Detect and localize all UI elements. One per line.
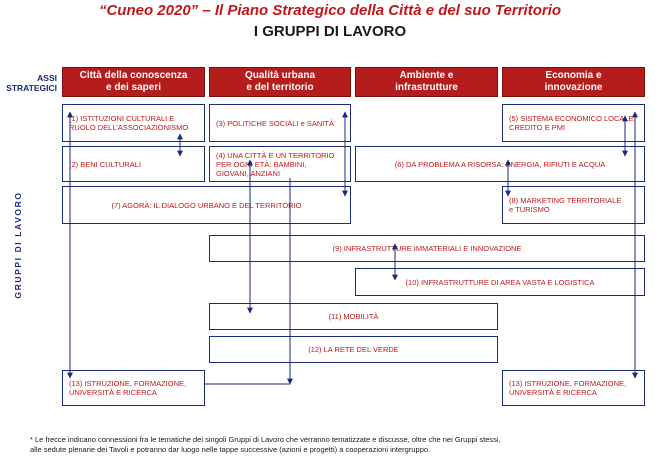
group-label: (5) SISTEMA ECONOMICO LOCALE, CREDITO E PMI [509,114,636,132]
axis-label: Ambiente e infrastrutture [395,70,458,93]
group-label: (6) DA PROBLEMA A RISORSA: ENERGIA, RIFIUTI E ACQUA [394,159,606,169]
footnote-text: * Le frecce indicano connessioni fra le tematiche dei singoli Gruppi di Lavoro che verranno tematizzate e discusse, oltre che nei Gruppi stessi, alle sedute plenarie dei Tavoli e potranno dar luogo nelle tappe successive (azioni e progetti) a cooperazioni intergruppo. [30,435,501,454]
group-label: (10) INFRASTRUTTURE DI AREA VASTA E LOGISTICA [405,277,595,287]
group-label: (11) MOBILITÀ [328,312,379,321]
group-label: (13) ISTRUZIONE, FORMAZIONE, UNIVERSITÀ E RICERCA [509,379,627,397]
page-subtitle: I GRUPPI DI LAVORO [253,23,407,40]
group-label: (9) INFRASTRUTTURE IMMATERIALI E INNOVAZIONE [332,244,522,253]
page-title: “Cuneo 2020” – Il Piano Strategico della Città e del suo Territorio [98,2,562,19]
footnote [30,435,650,455]
axes-label-text: ASSI STRATEGICI [6,73,57,93]
axis-label: Qualità urbana e del territorio [244,70,315,93]
group-label: (2) BENI CULTURALI [69,159,141,169]
group-label: (12) LA RETE DEL VERDE [308,345,399,354]
gruppi-di-lavoro-label: GRUPPI DI LAVORO [13,191,23,299]
group-label: (7) AGORÀ: IL DIALOGO URBANO E DEL TERRITORIO [111,200,302,210]
group-label: (8) MARKETING TERRITORIALE e TURISMO [509,196,622,214]
axis-label: Economia e innovazione [544,70,603,93]
group-label: (1) ISTITUZIONI CULTURALI E RUOLO DELL’ASSOCIAZIONISMO [69,114,189,132]
group-label: (13) ISTRUZIONE, FORMAZIONE, UNIVERSITÀ E RICERCA [69,379,187,397]
group-label: (3) POLITICHE SOCIALI e SANITÀ [216,118,334,128]
axis-label: Città della conoscenza e dei saperi [79,70,188,93]
group-label: (4) UNA CITTÀ E UN TERRITORIO PER OGNI ETÀ: BAMBINI, GIOVANI, ANZIANI [216,150,335,178]
